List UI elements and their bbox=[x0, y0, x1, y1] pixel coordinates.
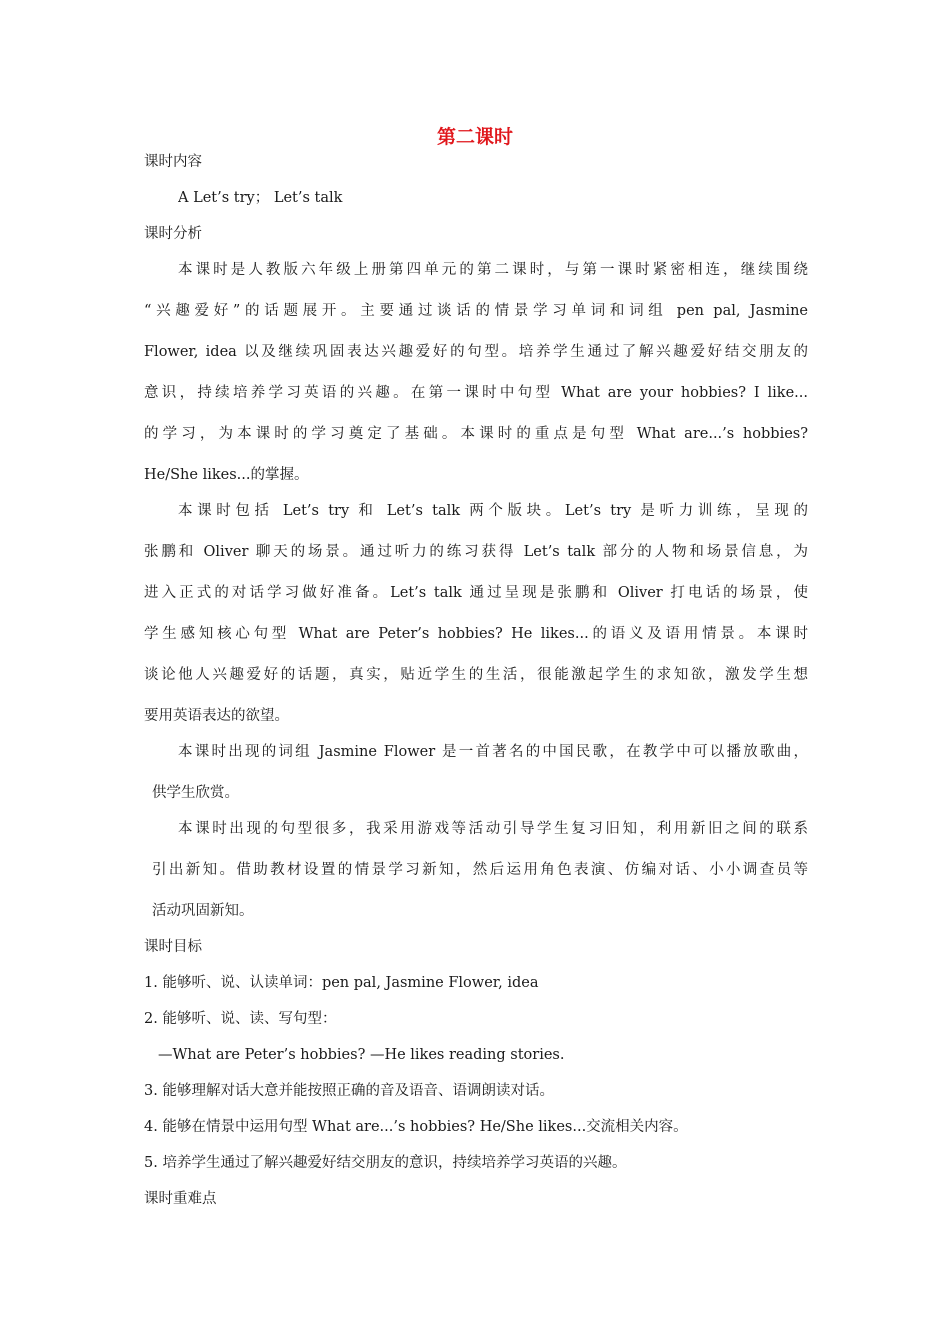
goal-item: 4. 能够在情景中运用句型 What are...’s hobbies? He/She likes...交流相关内容。 bbox=[144, 1119, 688, 1135]
section-heading-goals: 课时目标 bbox=[144, 939, 202, 955]
goal-item: 2. 能够听、说、读、写句型： bbox=[144, 1011, 337, 1027]
paragraph-line: 学生感知核心句型 What are Peter’s hobbies? He likes...的语义及语用情景。本课时 bbox=[144, 626, 808, 642]
paragraph-line: 意识，持续培养学习英语的兴趣。在第一课时中句型 What are your hobbies? I like... bbox=[144, 385, 808, 401]
paragraph-line: 要用英语表达的欲望。 bbox=[144, 708, 289, 724]
paragraph-line: 张鹏和 Oliver 聊天的场景。通过听力的练习获得 Let’s talk 部分的人物和场景信息，为 bbox=[144, 544, 808, 560]
paragraph-line: 本课时出现的句型很多，我采用游戏等活动引导学生复习旧知，利用新旧之间的联系 bbox=[178, 821, 808, 837]
goal-item: 3. 能够理解对话大意并能按照正确的音及语音、语调朗读对话。 bbox=[144, 1083, 554, 1099]
paragraph-line: 进入正式的对话学习做好准备。Let’s talk 通过呈现是张鹏和 Oliver 打电话的场景，使 bbox=[144, 585, 808, 601]
content-line: A Let’s try； Let’s talk bbox=[178, 190, 343, 206]
paragraph-line: 谈论他人兴趣爱好的话题，真实，贴近学生的生活，很能激起学生的求知欲，激发学生想 bbox=[144, 667, 808, 683]
goal-item: 1. 能够听、说、认读单词：pen pal, Jasmine Flower, idea bbox=[144, 975, 539, 991]
paragraph-line: Flower, idea 以及继续巩固表达兴趣爱好的句型。培养学生通过了解兴趣爱好结交朋友的 bbox=[144, 344, 808, 360]
paragraph-line: 本课时包括 Let’s try 和 Let’s talk 两个版块。Let’s try 是听力训练，呈现的 bbox=[178, 503, 808, 519]
paragraph-line: 的学习，为本课时的学习奠定了基础。本课时的重点是句型 What are...’s hobbies? bbox=[144, 426, 808, 442]
paragraph-line: 活动巩固新知。 bbox=[152, 903, 254, 919]
paragraph-line: “兴趣爱好”的话题展开。主要通过谈话的情景学习单词和词组 pen pal, Jasmine bbox=[144, 303, 808, 319]
goal-item: 5. 培养学生通过了解兴趣爱好结交朋友的意识，持续培养学习英语的兴趣。 bbox=[144, 1155, 627, 1171]
page-title: 第二课时 bbox=[436, 126, 513, 148]
paragraph-line: 本课时出现的词组 Jasmine Flower 是一首著名的中国民歌，在教学中可以播放歌曲， bbox=[178, 744, 808, 760]
paragraph-line: 引出新知。借助教材设置的情景学习新知，然后运用角色表演、仿编对话、小小调查员等 bbox=[152, 862, 808, 878]
paragraph-line: 供学生欣赏。 bbox=[152, 785, 239, 801]
section-heading-key-points: 课时重难点 bbox=[144, 1191, 217, 1207]
goal-item-sentence: —What are Peter’s hobbies? —He likes reading stories. bbox=[158, 1047, 565, 1063]
section-heading-content: 课时内容 bbox=[144, 154, 202, 170]
paragraph-line: He/She likes...的掌握。 bbox=[144, 467, 309, 483]
section-heading-analysis: 课时分析 bbox=[144, 226, 202, 242]
paragraph-line: 本课时是人教版六年级上册第四单元的第二课时，与第一课时紧密相连，继续围绕 bbox=[178, 262, 808, 278]
